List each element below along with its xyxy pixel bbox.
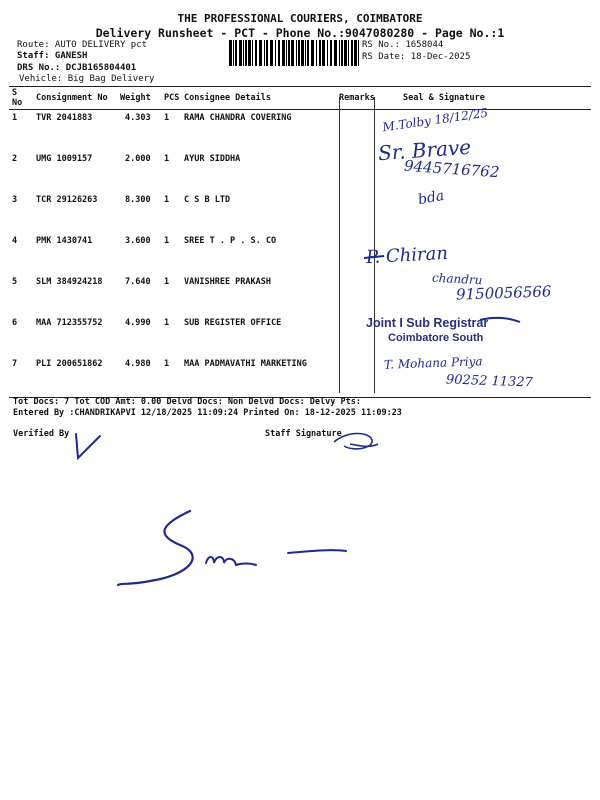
header-sno: S No [9,87,33,110]
header-weight: Weight [117,87,161,110]
cell-weight: 4.980 [117,356,161,398]
cell-consignment: PMK 1430741 [36,236,93,246]
barcode-icon [229,40,359,66]
cell-pcs: 1 [164,154,170,164]
row5-receiver-name: chandru [431,270,483,288]
row7-receiver-phone: 90252 11327 [445,372,534,391]
cell-consignment: PLI 200651862 [33,356,117,398]
cell-sno: 5 [12,277,18,287]
cell-weight: 8.300 [125,195,151,205]
row3-receiver-signature: bda [416,187,446,209]
staff-signature-scribble [330,428,380,458]
large-signature [110,505,350,595]
cell-consignee: SUB REGISTER OFFICE [184,318,282,328]
drs-number: DRS No.: DCJB165804401 [17,63,137,73]
cell-pcs: 1 [164,318,170,328]
cell-sno: 3 [12,195,18,205]
stamp-line-1: Joint I Sub Registrar [366,316,489,330]
rs-number: RS No.: 1658044 [362,40,444,50]
staff-signature-label: Staff Signature [265,429,342,439]
header-consignee: Consignee Details [181,87,331,110]
row1-receiver-signature: M.Tolby 18/12/25 [381,105,489,135]
stamp-line-2: Coimbatore South [388,332,484,344]
cell-consignment: UMG 1009157 [36,154,93,164]
cell-weight: 4.303 [125,113,151,123]
entered-by-line: Entered By :CHANDRIKAPVI 12/18/2025 11:09:24 Printed On: 18-12-2025 11:09:23 [13,408,402,418]
table-row [9,110,591,152]
cell-sno: 1 [12,113,18,123]
header-consignment: Consignment No [33,87,117,110]
row7-receiver-name: T. Mohana Priya [383,354,483,372]
cell-consignee: AYUR SIDDHA [184,154,241,164]
company-title: THE PROFESSIONAL COURIERS, COIMBATORE [177,12,423,25]
route-label: Route: AUTO DELIVERY pct [17,40,148,50]
cell-sno: 7 [9,356,33,398]
runsheet-subtitle: Delivery Runsheet - PCT - Phone No.:9047080280 - Page No.:1 [95,26,505,40]
cell-sno: 2 [12,154,18,164]
cell-pcs: 1 [164,277,170,287]
cell-consignee: VANISHREE PRAKASH [184,277,271,287]
cell-sno: 4 [12,236,18,246]
verified-tick-icon [70,430,110,470]
totals-line: Tot Docs: 7 Tot COD Amt: 0.00 Delvd Docs: Non Delvd Docs: Delvy Pts: [13,397,361,407]
cell-consignment: MAA 712355752 [36,318,103,328]
vehicle-label: Vehicle: Big Bag Delivery [19,74,155,84]
rs-date: RS Date: 18-Dec-2025 [362,52,471,62]
header-remarks: Remarks [331,87,377,110]
cell-weight: 7.640 [125,277,151,287]
cell-sno: 6 [12,318,18,328]
row5-receiver-phone: 9150056566 [455,282,552,304]
cell-consignment: TCR 29126263 [36,195,98,205]
table-row [9,151,591,192]
row2-receiver-phone: 9445716762 [403,156,500,182]
cell-pcs: 1 [161,356,181,398]
header-pcs: PCS [161,87,181,110]
remarks-divider-left [339,97,340,393]
cell-weight: 2.000 [125,154,151,164]
table-header-row [9,87,591,110]
cell-consignee: RAMA CHANDRA COVERING [184,113,292,123]
verified-by-label: Verified By [13,429,70,439]
cell-weight: 4.990 [125,318,151,328]
cell-consignee: SREE T . P . S. CO [184,236,277,246]
table-row [9,192,591,233]
cell-pcs: 1 [164,195,170,205]
cell-pcs: 1 [164,236,170,246]
cell-consignment: TVR 2041883 [36,113,93,123]
cell-consignee: MAA PADMAVATHI MARKETING [181,356,331,398]
row2-receiver-signature: Sr. Brave [377,134,472,166]
header-seal: Seal & Signature [377,87,591,110]
row4-receiver-signature: P. Chiran [365,242,449,269]
cell-consignment: SLM 384924218 [36,277,103,287]
cell-weight: 3.600 [125,236,151,246]
cell-pcs: 1 [164,113,170,123]
pen-strokes [360,240,520,350]
cell-consignee: C S B LTD [184,195,231,205]
staff-label: Staff: GANESH [17,51,88,61]
